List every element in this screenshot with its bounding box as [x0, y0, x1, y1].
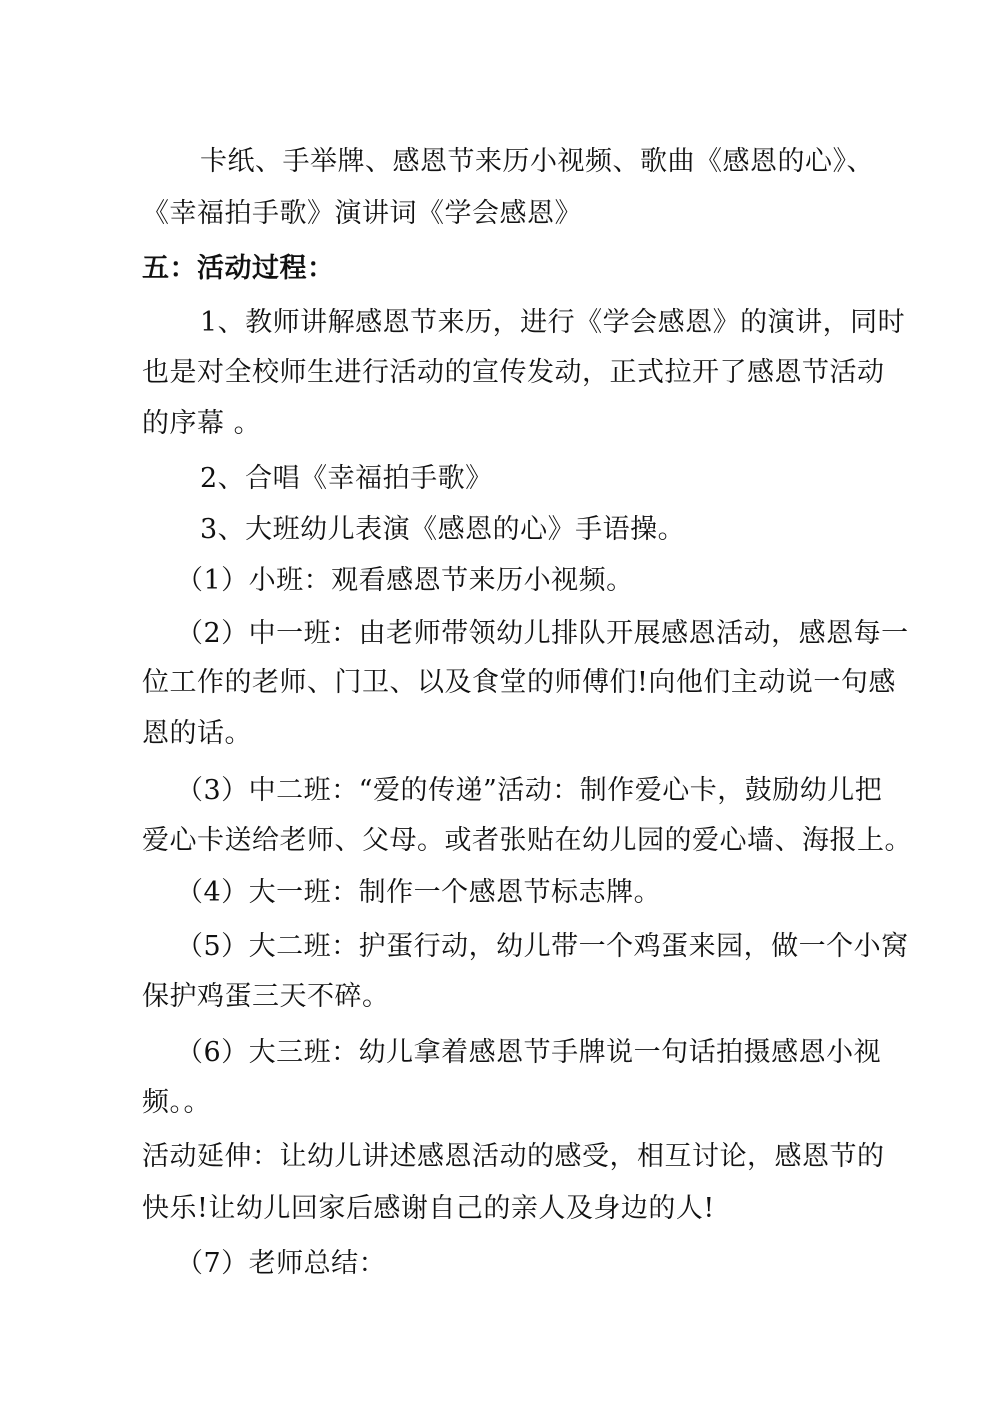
materials-line-2: 《幸福拍手歌》演讲词《学会感恩》	[142, 198, 582, 229]
sub-item-3-line-2: 爱心卡送给老师、父母。或者张贴在幼儿园的爱心墙、海报上。	[142, 825, 912, 856]
sub-item-7: （7）老师总结：	[176, 1248, 387, 1279]
sub-item-5-line-2: 保护鸡蛋三天不碎。	[142, 981, 390, 1012]
item-1-line-2: 也是对全校师生进行活动的宣传发动，正式拉开了感恩节活动	[142, 357, 885, 388]
section-heading: 五：活动过程：	[142, 253, 335, 284]
sub-item-3-line-1: （3）中二班：“爱的传递”活动：制作爱心卡，鼓励幼儿把	[176, 775, 883, 806]
sub-item-1: （1）小班：观看感恩节来历小视频。	[176, 565, 634, 596]
item-1-line-3: 的序幕 。	[142, 408, 262, 439]
extension-line-2: 快乐!让幼儿回家后感谢自己的亲人及身边的人!	[142, 1193, 715, 1224]
sub-item-2-line-3: 恩的话。	[142, 718, 252, 749]
sub-item-4: （4）大一班：制作一个感恩节标志牌。	[176, 877, 662, 908]
item-2: 2、合唱《幸福拍手歌》	[200, 463, 493, 494]
sub-item-5-line-1: （5）大二班：护蛋行动，幼儿带一个鸡蛋来园，做一个小窝	[176, 931, 909, 962]
materials-line-1: 卡纸、手举牌、感恩节来历小视频、歌曲《感恩的心》、	[200, 146, 874, 177]
sub-item-2-line-1: （2）中一班：由老师带领幼儿排队开展感恩活动，感恩每一	[176, 618, 909, 649]
extension-line-1: 活动延伸：让幼儿讲述感恩活动的感受，相互讨论，感恩节的	[142, 1141, 885, 1172]
item-3: 3、大班幼儿表演《感恩的心》手语操。	[200, 514, 686, 545]
sub-item-6-line-1: （6）大三班：幼儿拿着感恩节手牌说一句话拍摄感恩小视	[176, 1037, 882, 1068]
item-1-line-1: 1、教师讲解感恩节来历，进行《学会感恩》的演讲，同时	[200, 307, 906, 338]
sub-item-2-line-2: 位工作的老师、门卫、以及食堂的师傅们!向他们主动说一句感	[142, 667, 896, 698]
sub-item-6-line-2: 频。。	[142, 1087, 211, 1118]
